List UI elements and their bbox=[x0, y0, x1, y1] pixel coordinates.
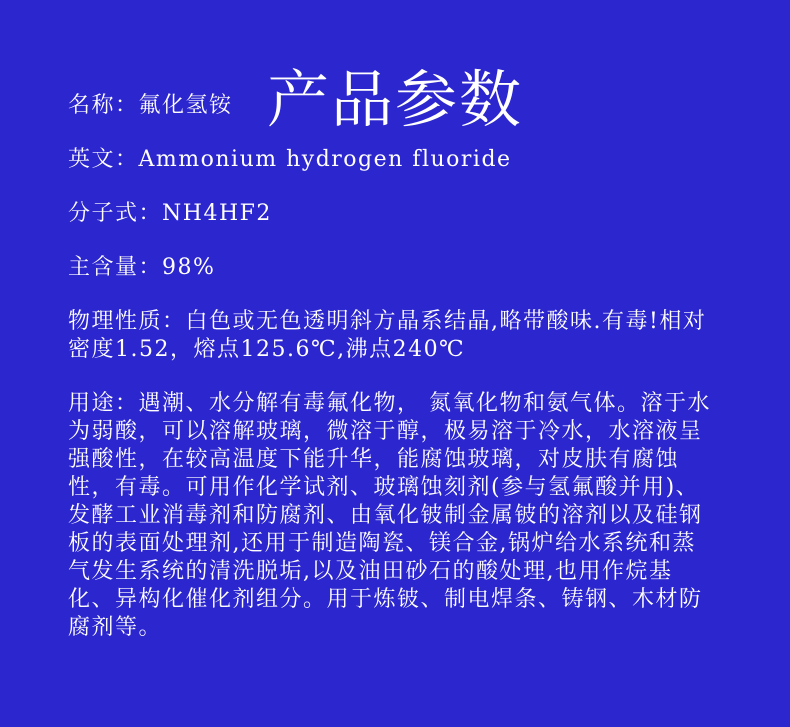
field-formula bbox=[68, 200, 718, 228]
field-english bbox=[68, 146, 718, 174]
page-title: 产品参数 bbox=[266, 62, 523, 136]
field-properties bbox=[68, 308, 718, 364]
parameter-list bbox=[68, 92, 718, 642]
field-name bbox=[68, 92, 718, 120]
field-formula-label: 分子式： bbox=[68, 201, 163, 226]
field-name-value: 氟化氢铵 bbox=[138, 93, 233, 118]
field-english-label: 英文： bbox=[68, 147, 139, 172]
field-properties-label: 物理性质： bbox=[68, 309, 186, 334]
field-formula-value: NH4HF2 bbox=[162, 201, 272, 226]
field-uses bbox=[68, 390, 718, 642]
field-english-value: Ammonium hydrogen fluoride bbox=[138, 147, 512, 172]
field-uses-label: 用途： bbox=[68, 391, 139, 416]
field-content bbox=[68, 254, 718, 282]
field-uses-value: 遇潮、水分解有毒氟化物， 氮氧化物和氨气体。溶于水为弱酸，可以溶解玻璃，微溶于醇，极易溶于冷水，水溶液呈强酸性，在较高温度下能升华，能腐蚀玻璃，对皮肤有腐蚀性，有毒。可用作化学试剂、玻璃蚀刻剂(参与氢氟酸并用)、发酵工业消毒剂和防腐剂、由氧化铍制金属铍的溶剂以及硅钢板的表面处理剂,还用于制造陶瓷、镁合金,锅炉给水系统和蒸气发生系统的清洗脱垢,以及油田砂石的酸处理,也用作烷基化、异构化催化剂组分。用于炼铍、制电焊条、铸钢、木材防腐剂等。 bbox=[68, 391, 712, 640]
field-content-value: 98% bbox=[162, 255, 216, 280]
field-content-label: 主含量： bbox=[68, 255, 163, 280]
field-name-label: 名称： bbox=[68, 93, 139, 118]
field-properties-value: 白色或无色透明斜方晶系结晶,略带酸味.有毒!相对密度1.52，熔点125.6℃,沸点240℃ bbox=[68, 309, 707, 362]
